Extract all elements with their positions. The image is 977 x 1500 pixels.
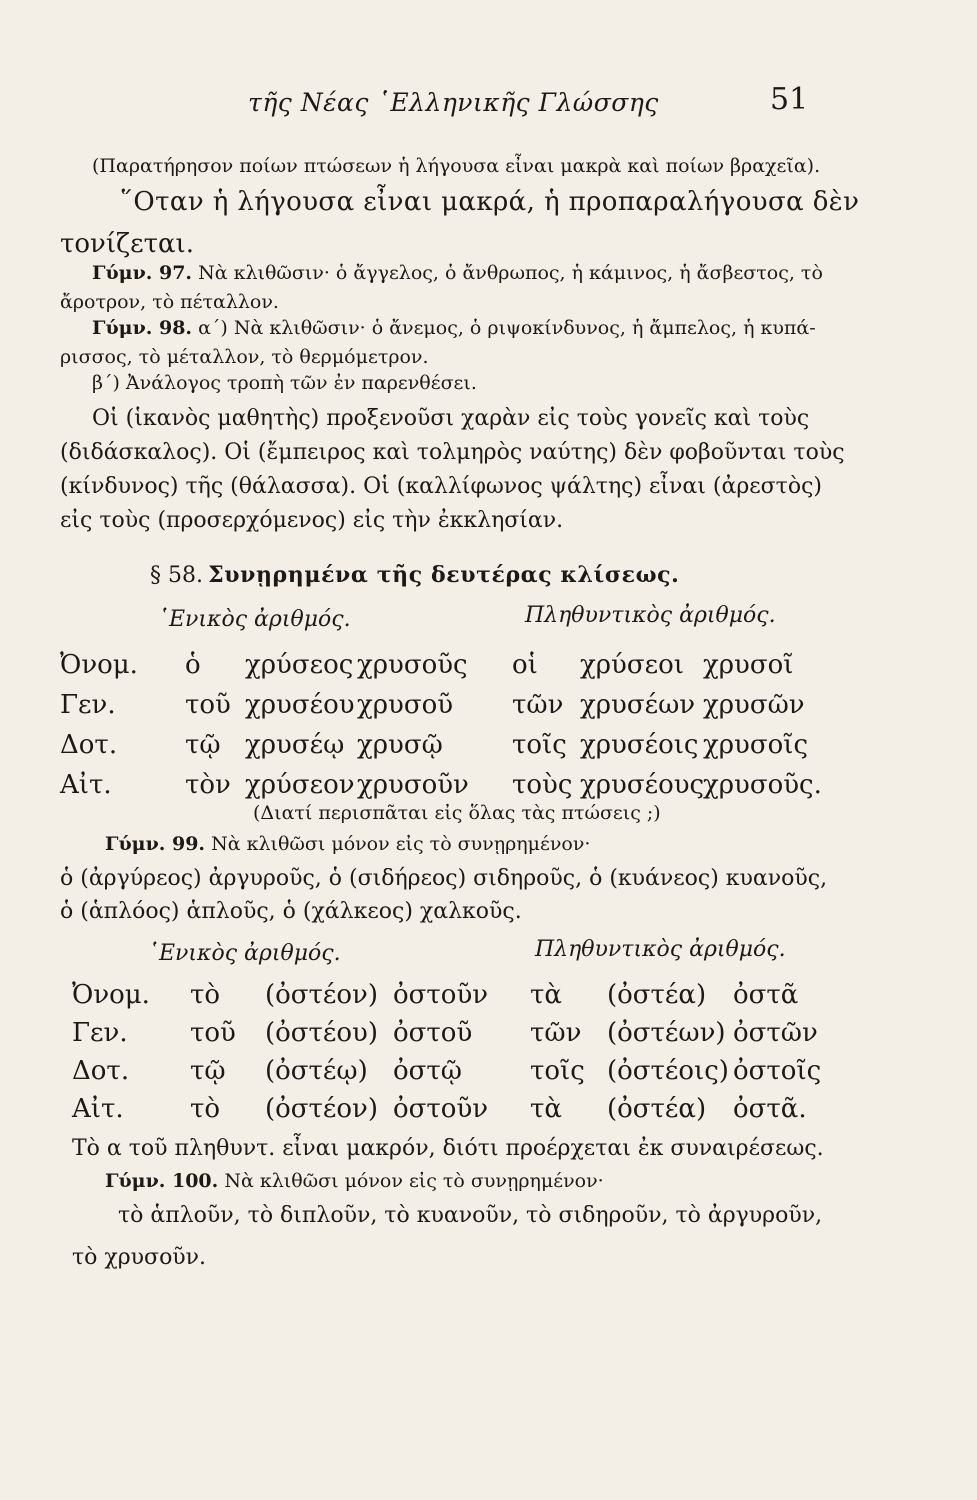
exercise-label: Γύμν. 99. [105, 833, 206, 855]
article-singular: τὸ [190, 1094, 221, 1124]
form-uncontracted-singular: (ὀστέῳ) [265, 1056, 368, 1086]
exercise-98-text-3: (κίνδυνος) τῆς (θάλασσα). Οἱ (καλλίφωνος ψάλτης) εἶναι (ἀρεστὸς) [60, 474, 822, 499]
article-plural: τῶν [512, 690, 564, 720]
form-contracted-plural: χρυσῶν [703, 690, 805, 720]
form-contracted-plural: ὀστᾶ. [733, 1094, 807, 1124]
note-paragraph: (Παρατήρησον ποίων πτώσεων ἡ λήγουσα εἶναι μακρὰ καὶ ποίων βραχεῖα). [92, 155, 821, 177]
form-uncontracted-singular: (ὀστέον) [265, 1094, 379, 1124]
exercise-98 [92, 317, 816, 339]
exercise-label: Γύμν. 98. [92, 317, 193, 339]
table2-note: Τὸ α τοῦ πληθυντ. εἶναι μακρόν, διότι προέρχεται ἐκ συναιρέσεως. [72, 1136, 824, 1161]
exercise-98-text-2: (διδάσκαλος). Οἱ (ἔμπειρος καὶ τολμηρὸς ναύτης) δὲν φοβοῦνται τοὺς [60, 440, 845, 465]
form-uncontracted-plural: χρυσέων [580, 690, 696, 720]
rule-line-1: ῞Οταν ἡ λήγουσα εἶναι μακρά, ἡ προπαραλήγουσα δὲν [120, 187, 860, 217]
running-title: τῆς Νέας ῾Ελληνικῆς Γλώσσης [248, 88, 659, 117]
form-uncontracted-plural: χρυσέοις [580, 730, 699, 760]
article-singular: ὁ [185, 650, 201, 680]
article-singular: τὸν [185, 770, 231, 800]
table1-plural-header: Πληθυντικὸς ἀριθμός. [525, 603, 776, 628]
exercise-text: α΄) Νὰ κλιθῶσιν· ὁ ἄνεμος, ὁ ριψοκίνδυνος, ἡ ἄμπελος, ἡ κυπά- [198, 317, 816, 339]
form-contracted-plural: χρυσοῦς. [703, 770, 822, 800]
exercise-label: Γύμν. 100. [105, 1170, 219, 1192]
page-number: 51 [770, 82, 809, 117]
exercise-99-line-3: ὁ (ἁπλόος) ἁπλοῦς, ὁ (χάλκεος) χαλκοῦς. [60, 899, 522, 924]
article-plural: τὰ [530, 980, 562, 1010]
form-uncontracted-plural: (ὀστέα) [607, 980, 707, 1010]
case-label: Δοτ. [60, 730, 118, 760]
case-label: Γεν. [72, 1018, 128, 1048]
form-contracted-singular: ὀστοῦν [393, 980, 489, 1010]
form-uncontracted-plural: (ὀστέα) [607, 1094, 707, 1124]
exercise-99-line-2: ὁ (ἀργύρεος) ἀργυροῦς, ὁ (σιδήρεος) σιδηροῦς, ὁ (κυάνεος) κυανοῦς, [60, 866, 828, 891]
form-contracted-singular: χρυσῷ [357, 730, 443, 760]
form-contracted-singular: χρυσοῦ [357, 690, 454, 720]
article-plural: τοῖς [512, 730, 567, 760]
form-contracted-plural: χρυσοῖ [703, 650, 794, 680]
case-label: Γεν. [60, 690, 116, 720]
article-singular: τοῦ [190, 1018, 236, 1048]
article-singular: τῷ [185, 730, 221, 760]
rule-line-2: τονίζεται. [60, 229, 194, 259]
table1-singular-header: ῾Ενικὸς ἀριθμός. [158, 607, 351, 632]
article-plural: τοὺς [512, 770, 573, 800]
article-singular: τῷ [190, 1056, 226, 1086]
form-uncontracted-singular: χρυσέῳ [245, 730, 345, 760]
section-number: § 58. [150, 563, 203, 588]
article-plural: τὰ [530, 1094, 562, 1124]
article-plural: τοῖς [530, 1056, 585, 1086]
form-contracted-plural: ὀστοῖς [733, 1056, 822, 1086]
exercise-98-line-3: β΄) Ἀνάλογος τροπὴ τῶν ἐν παρενθέσει. [92, 372, 477, 394]
form-uncontracted-plural: χρυσέους [580, 770, 705, 800]
form-contracted-singular: χρυσοῦς [357, 650, 468, 680]
exercise-100-line-3: τὸ χρυσοῦν. [72, 1245, 207, 1270]
article-plural: τῶν [530, 1018, 582, 1048]
exercise-text: Νὰ κλιθῶσι μόνον εἰς τὸ συνῃρημένον· [224, 1170, 604, 1192]
form-contracted-singular: χρυσοῦν [357, 770, 469, 800]
form-contracted-plural: χρυσοῖς [703, 730, 809, 760]
exercise-text: Νὰ κλιθῶσιν· ὁ ἄγγελος, ὁ ἄνθρωπος, ἡ κάμινος, ἡ ἄσβεστος, τὸ [198, 262, 823, 284]
exercise-text: Νὰ κλιθῶσι μόνον εἰς τὸ συνῃρημένον· [211, 833, 591, 855]
exercise-97-line-2: ἄροτρον, τὸ πέταλλον. [60, 291, 279, 313]
exercise-label: Γύμν. 97. [92, 262, 193, 284]
exercise-100 [105, 1170, 604, 1192]
table2-plural-header: Πληθυντικὸς ἀριθμός. [535, 937, 786, 962]
exercise-98-line-2: ρισσος, τὸ μέταλλον, τὸ θερμόμετρον. [60, 346, 429, 368]
form-uncontracted-singular: χρύσεον [245, 770, 355, 800]
form-contracted-singular: ὀστοῦ [393, 1018, 473, 1048]
form-contracted-singular: ὀστῷ [393, 1056, 462, 1086]
form-uncontracted-singular: χρύσεος [245, 650, 354, 680]
case-label: Αἰτ. [60, 770, 112, 800]
case-label: Ὀνομ. [72, 980, 150, 1010]
form-contracted-plural: ὀστῶν [733, 1018, 818, 1048]
article-singular: τὸ [190, 980, 221, 1010]
table2-singular-header: ῾Ενικὸς ἀριθμός. [148, 941, 341, 966]
form-uncontracted-plural: (ὀστέοις) [607, 1056, 729, 1086]
case-label: Αἰτ. [72, 1094, 124, 1124]
section-heading [150, 562, 679, 588]
form-uncontracted-plural: χρύσεοι [580, 650, 684, 680]
form-uncontracted-singular: χρυσέου [245, 690, 355, 720]
table1-note: (Διατί περισπᾶται εἰς ὅλας τὰς πτώσεις ;) [253, 802, 661, 824]
form-contracted-singular: ὀστοῦν [393, 1094, 489, 1124]
exercise-99 [105, 833, 590, 855]
article-singular: τοῦ [185, 690, 231, 720]
exercise-98-text-4: εἰς τοὺς (προσερχόμενος) εἰς τὴν ἐκκλησίαν. [60, 508, 564, 533]
exercise-98-text-1: Οἱ (ἱκανὸς μαθητὴς) προξενοῦσι χαρὰν εἰς τοὺς γονεῖς καὶ τοὺς [92, 406, 810, 431]
form-uncontracted-singular: (ὀστέον) [265, 980, 379, 1010]
case-label: Ὀνομ. [60, 650, 138, 680]
form-uncontracted-singular: (ὀστέου) [265, 1018, 379, 1048]
section-title: Συνῃρημένα τῆς δευτέρας κλίσεως. [208, 562, 680, 588]
form-contracted-plural: ὀστᾶ [733, 980, 799, 1010]
article-plural: οἱ [512, 650, 538, 680]
form-uncontracted-plural: (ὀστέων) [607, 1018, 726, 1048]
exercise-97 [92, 262, 823, 284]
exercise-100-line-2: τὸ ἁπλοῦν, τὸ διπλοῦν, τὸ κυανοῦν, τὸ σιδηροῦν, τὸ ἀργυροῦν, [118, 1203, 823, 1228]
case-label: Δοτ. [72, 1056, 130, 1086]
